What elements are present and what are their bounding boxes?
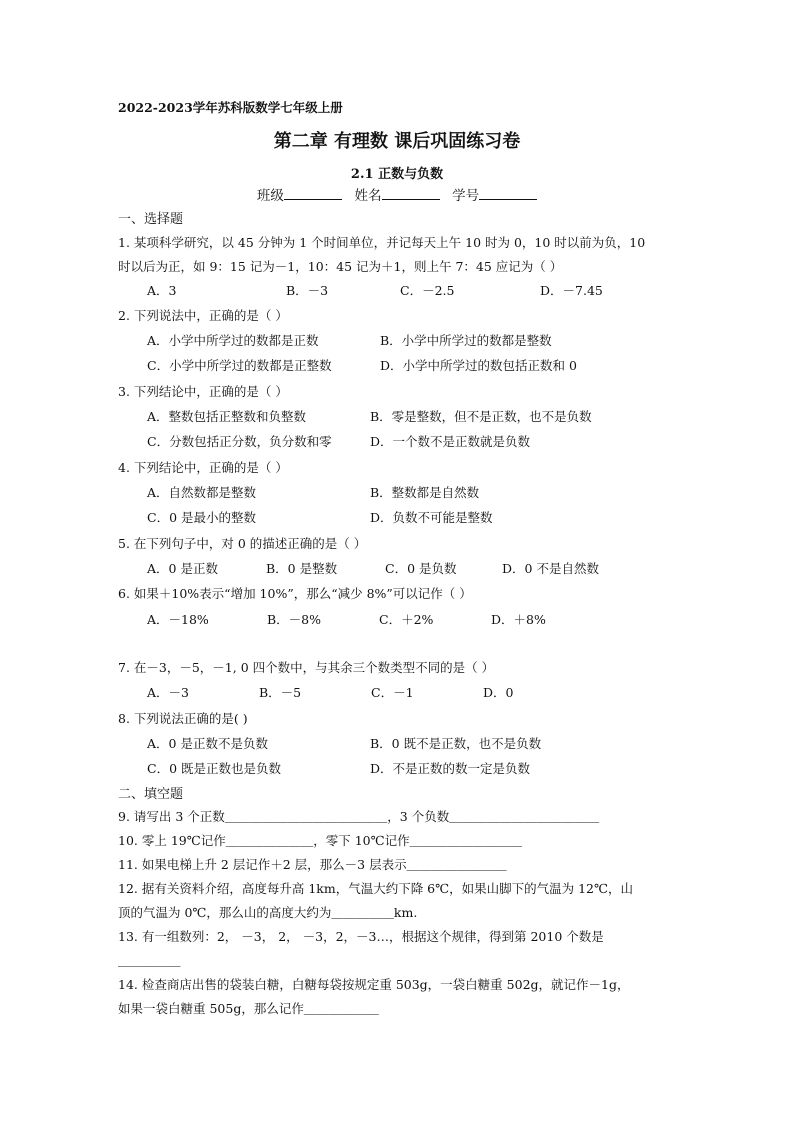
q7-option-a: A．－3: [147, 685, 189, 700]
q8-option-b: B．0 既不是正数，也不是负数: [370, 736, 542, 751]
q12-line2: 顶的气温为 0℃，那么山的高度大约为＿＿＿＿＿km.: [118, 905, 418, 920]
q2-option-d: D．小学中所学过的数包括正数和 0: [380, 358, 577, 373]
q13-line1: 13. 有一组数列：2， －3， 2， －3，2，－3…，根据这个规律，得到第 2010 个数是: [118, 929, 604, 944]
section-subtitle: 2.1 正数与负数: [350, 167, 444, 182]
q2-option-b: B．小学中所学过的数都是整数: [380, 333, 552, 348]
q12-line1: 12. 据有关资料介绍，高度每升高 1km，气温大约下降 6℃，如果山脚下的气温为 12℃，山: [118, 881, 633, 896]
q8-option-a: A．0 是正数不是负数: [147, 736, 268, 751]
q4-option-c: C．0 是最小的整数: [147, 510, 256, 525]
q8-option-d: D．不是正数的数一定是负数: [370, 761, 531, 776]
q5-stem: 5. 在下列句子中，对 0 的描述正确的是（ ）: [118, 536, 367, 551]
q11-text: 11. 如果电梯上升 2 层记作＋2 层，那么－3 层表示＿＿＿＿＿＿＿＿: [118, 857, 507, 872]
q1-line2: 时以后为正，如 9：15 记为－1，10：45 记为＋1，则上午 7：45 应记为（ ）: [118, 259, 563, 274]
number-blank: [479, 186, 537, 200]
q7-option-c: C．－1: [371, 685, 414, 700]
q6-option-c: C．＋2%: [379, 612, 434, 627]
q7-option-d: D．0: [483, 685, 514, 700]
q13-line2: ＿＿＿＿＿: [118, 953, 181, 968]
q1-option-d: D．－7.45: [540, 283, 603, 298]
q3-option-c: C．分数包括正分数，负分数和零: [147, 434, 332, 449]
q8-option-c: C．0 既是正数也是负数: [147, 761, 281, 776]
q4-option-d: D．负数不可能是整数: [370, 510, 493, 525]
q6-option-b: B．－8%: [267, 612, 322, 627]
q3-option-d: D．一个数不是正数就是负数: [370, 434, 531, 449]
course-header: 2022-2023学年苏科版数学七年级上册: [118, 100, 343, 115]
q2-stem: 2. 下列说法中，正确的是（ ）: [118, 308, 288, 323]
q1-option-a: A．3: [147, 283, 177, 298]
name-blank: [382, 186, 440, 200]
q6-option-a: A．－18%: [147, 612, 209, 627]
q3-stem: 3. 下列结论中，正确的是（ ）: [118, 384, 288, 399]
class-label: 班级: [256, 188, 284, 204]
q5-option-a: A．0 是正数: [147, 561, 218, 576]
q6-option-d: D．＋8%: [491, 612, 546, 627]
q2-option-c: C．小学中所学过的数都是正整数: [147, 358, 332, 373]
q3-option-a: A．整数包括正整数和负整数: [147, 409, 307, 424]
q14-line2: 如果一袋白糖重 505g，那么记作＿＿＿＿＿＿: [118, 1001, 379, 1016]
q9-text: 9. 请写出 3 个正数＿＿＿＿＿＿＿＿＿＿＿＿＿，3 个负数＿＿＿＿＿＿＿＿＿＿＿＿: [118, 809, 600, 824]
page-title: 第二章 有理数 课后巩固练习卷: [273, 131, 521, 152]
q8-stem: 8. 下列说法正确的是( ): [118, 711, 248, 726]
q5-option-b: B．0 是整数: [266, 561, 338, 576]
q1-option-c: C．－2.5: [400, 283, 455, 298]
name-label: 姓名: [354, 188, 382, 204]
q4-stem: 4. 下列结论中，正确的是（ ）: [118, 460, 288, 475]
student-info-line: [0, 184, 794, 204]
q2-option-a: A．小学中所学过的数都是正数: [147, 333, 319, 348]
q5-option-c: C．0 是负数: [385, 561, 457, 576]
section-fill-heading: 二、填空题: [118, 787, 184, 802]
q4-option-a: A．自然数都是整数: [147, 485, 257, 500]
class-blank: [284, 186, 342, 200]
section-choice-heading: 一、选择题: [118, 212, 184, 227]
q7-option-b: B．－5: [259, 685, 302, 700]
q1-option-b: B．－3: [286, 283, 329, 298]
q7-stem: 7. 在－3，－5，－1, 0 四个数中，与其余三个数类型不同的是（ ）: [118, 660, 495, 675]
number-label: 学号: [452, 188, 480, 204]
q5-option-d: D．0 不是自然数: [502, 561, 599, 576]
q14-line1: 14. 检查商店出售的袋装白糖，白糖每袋按规定重 503g，一袋白糖重 502g，就记作－1g，: [118, 977, 630, 992]
q3-option-b: B．零是整数，但不是正数，也不是负数: [370, 409, 592, 424]
q10-text: 10. 零上 19℃记作＿＿＿＿＿＿＿，零下 10℃记作＿＿＿＿＿＿＿＿＿: [118, 833, 523, 848]
q6-stem: 6. 如果＋10%表示“增加 10%”，那么“减少 8%”可以记作（ ）: [118, 586, 472, 601]
q4-option-b: B．整数都是自然数: [370, 485, 480, 500]
q1-line1: 1. 某项科学研究，以 45 分钟为 1 个时间单位，并记每天上午 10 时为 0，10 时以前为负，10: [118, 235, 646, 250]
